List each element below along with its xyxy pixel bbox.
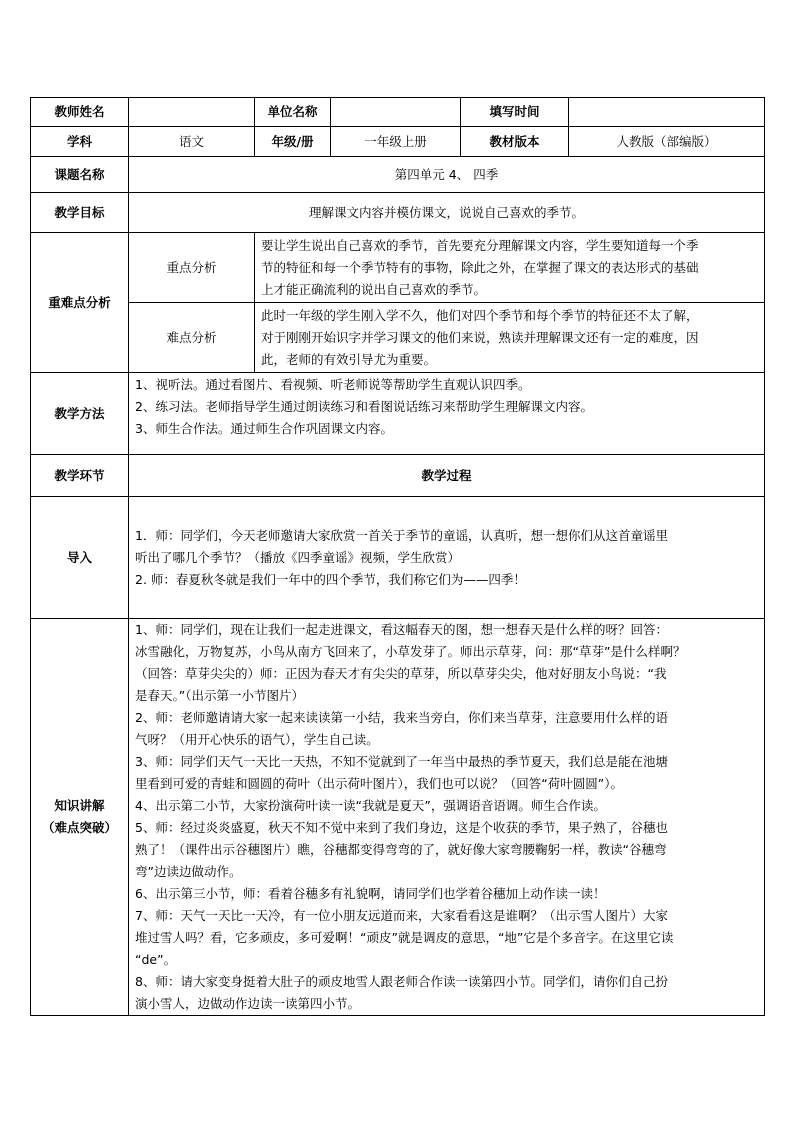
knowledge-line: “de”。 — [135, 952, 177, 967]
grade-value: 一年级上册 — [331, 127, 461, 157]
knowledge-line: 堆过雪人吗？看，它多顽皮，多可爱啊！“顽皮”就是调皮的意思，“地”它是个多音字。在这里它读 — [135, 930, 674, 945]
edition-value: 人教版（部编版） — [569, 127, 765, 157]
key-analysis-line: 节的特征和每一个季节特有的事物，除此之外，在掌握了课文的表达形式的基础 — [261, 259, 699, 275]
knowledge-line: 里看到可爱的青蛙和圆圆的荷叶（出示荷叶图片），我们也可以说？（回答“荷叶圆圆”）。 — [135, 776, 623, 791]
subject-value: 语文 — [129, 127, 255, 157]
grade-label: 年级/册 — [255, 127, 331, 157]
knowledge-line: 4、出示第二小节，大家扮演荷叶读一读“我就是夏天”，强调语音语调。师生合作读。 — [135, 798, 606, 813]
intro-line: 2. 师：春夏秋冬就是我们一年中的四个季节，我们称它们为——四季！ — [135, 571, 526, 587]
teacher-name-value[interactable] — [129, 98, 255, 127]
knowledge-line: 演小雪人，边做动作边读一读第四小节。 — [135, 996, 361, 1011]
difficult-analysis-line: 此时一年级的学生刚入学不久，他们对四个季节和每个季节的特征还不太了解， — [261, 307, 699, 323]
knowledge-line: 气呀？（用开心快乐的语气），学生自己读。 — [135, 732, 379, 747]
key-analysis-line: 要让学生说出自己喜欢的季节，首先要充分理解课文内容，学生要知道每一个季 — [261, 237, 699, 253]
knowledge-label — [31, 619, 129, 1016]
intro-label: 导入 — [31, 497, 129, 619]
process-header-row — [31, 455, 765, 497]
key-analysis-line: 上才能正确流利的说出自己喜欢的季节。 — [261, 281, 487, 297]
goal-label: 教学目标 — [31, 193, 129, 233]
time-label: 填写时间 — [461, 98, 569, 127]
key-analysis-label: 重点分析 — [129, 233, 255, 303]
intro-line: 听出了哪几个季节？（播放《四季童谣》视频，学生欣赏） — [135, 549, 461, 565]
knowledge-line: 8、师：请大家变身挺着大肚子的顽皮地雪人跟老师合作读一读第四小节。同学们，请你们自己扮 — [135, 974, 668, 989]
knowledge-line: 2、师：老师邀请请大家一起来读读第一小结，我来当旁白，你们来当草芽，注意要用什么样的语 — [135, 710, 668, 725]
difficult-analysis-line: 此，老师的有效引导尤为重要。 — [261, 351, 437, 367]
process-detail-header: 教学过程 — [129, 455, 765, 497]
subject-label: 学科 — [31, 127, 129, 157]
difficult-analysis-line: 对于刚刚开始识字并学习课文的他们来说，熟读并理解课文还有一定的难度，因 — [261, 329, 699, 345]
time-value[interactable] — [569, 98, 765, 127]
info-row — [31, 127, 765, 157]
knowledge-line: 是春天。”（出示第一小节图片） — [135, 688, 304, 703]
key-analysis-row — [31, 233, 765, 303]
goal-row — [31, 193, 765, 233]
knowledge-row — [31, 619, 765, 1016]
method-line: 3、师生合作法。通过师生合作巩固课文内容。 — [135, 421, 393, 436]
knowledge-text — [129, 619, 765, 1016]
key-analysis-text — [255, 233, 765, 303]
knowledge-line: 1、师：同学们，现在让我们一起走进课文，看这幅春天的图，想一想春天是什么样的呀？回答： — [135, 622, 668, 637]
title-row — [31, 157, 765, 193]
knowledge-label-title: 知识讲解 — [54, 798, 105, 813]
teacher-name-label: 教师姓名 — [31, 98, 129, 127]
goal-value: 理解课文内容并模仿课文，说说自己喜欢的季节。 — [129, 193, 765, 233]
unit-label: 单位名称 — [255, 98, 331, 127]
knowledge-line: 熟了！（课件出示谷穗图片）瞧，谷穗都变得弯弯的了，就好像大家弯腰鞠躬一样，教读“谷穗弯 — [135, 842, 667, 857]
knowledge-line: 6、出示第三小节，师：看着谷穗多有礼貌啊，请同学们也学着谷穗加上动作读一读！ — [135, 886, 606, 901]
knowledge-line: 弯”边读边做动作。 — [135, 864, 242, 879]
header-row — [31, 98, 765, 127]
methods-row — [31, 373, 765, 455]
method-line: 2、练习法。老师指导学生通过朗读练习和看图说话练习来帮助学生理解课文内容。 — [135, 399, 593, 414]
lesson-plan-table — [30, 97, 765, 1016]
intro-text — [129, 497, 765, 619]
title-value: 第四单元 4、 四季 — [129, 157, 765, 193]
difficult-analysis-row — [31, 303, 765, 373]
methods-label: 教学方法 — [31, 373, 129, 455]
knowledge-line: 5、师：经过炎炎盛夏，秋天不知不觉中来到了我们身边，这是个收获的季节，果子熟了，谷穗也 — [135, 820, 668, 835]
analysis-label: 重难点分析 — [31, 233, 129, 373]
methods-text — [129, 373, 765, 455]
knowledge-line: （回答：草芽尖尖的）师：正因为春天才有尖尖的草芽，所以草芽尖尖，他对好朋友小鸟说：“我 — [135, 666, 667, 681]
knowledge-line: 7、师：天气一天比一天冷，有一位小朋友远道而来，大家看看这是谁啊？（出示雪人图片）大家 — [135, 908, 668, 923]
title-label: 课题名称 — [31, 157, 129, 193]
difficult-analysis-label: 难点分析 — [129, 303, 255, 373]
intro-line: 1．师：同学们，今天老师邀请大家欣赏一首关于季节的童谣，认真听，想一想你们从这首童谣里 — [135, 527, 668, 543]
edition-label: 教材版本 — [461, 127, 569, 157]
difficult-analysis-text — [255, 303, 765, 373]
knowledge-label-subtitle: （难点突破） — [41, 820, 117, 835]
process-stage-header: 教学环节 — [31, 455, 129, 497]
knowledge-line: 冰雪融化，万物复苏，小鸟从南方飞回来了，小草发芽了。师出示草芽，问：那“草芽”是什么样啊？ — [135, 644, 686, 659]
intro-row — [31, 497, 765, 619]
unit-value[interactable] — [331, 98, 461, 127]
knowledge-line: 3、师：同学们天气一天比一天热，不知不觉就到了一年当中最热的季节夏天，我们总是能在池塘 — [135, 754, 668, 769]
method-line: 1、视听法。通过看图片、看视频、听老师说等帮助学生直观认识四季。 — [135, 377, 531, 392]
